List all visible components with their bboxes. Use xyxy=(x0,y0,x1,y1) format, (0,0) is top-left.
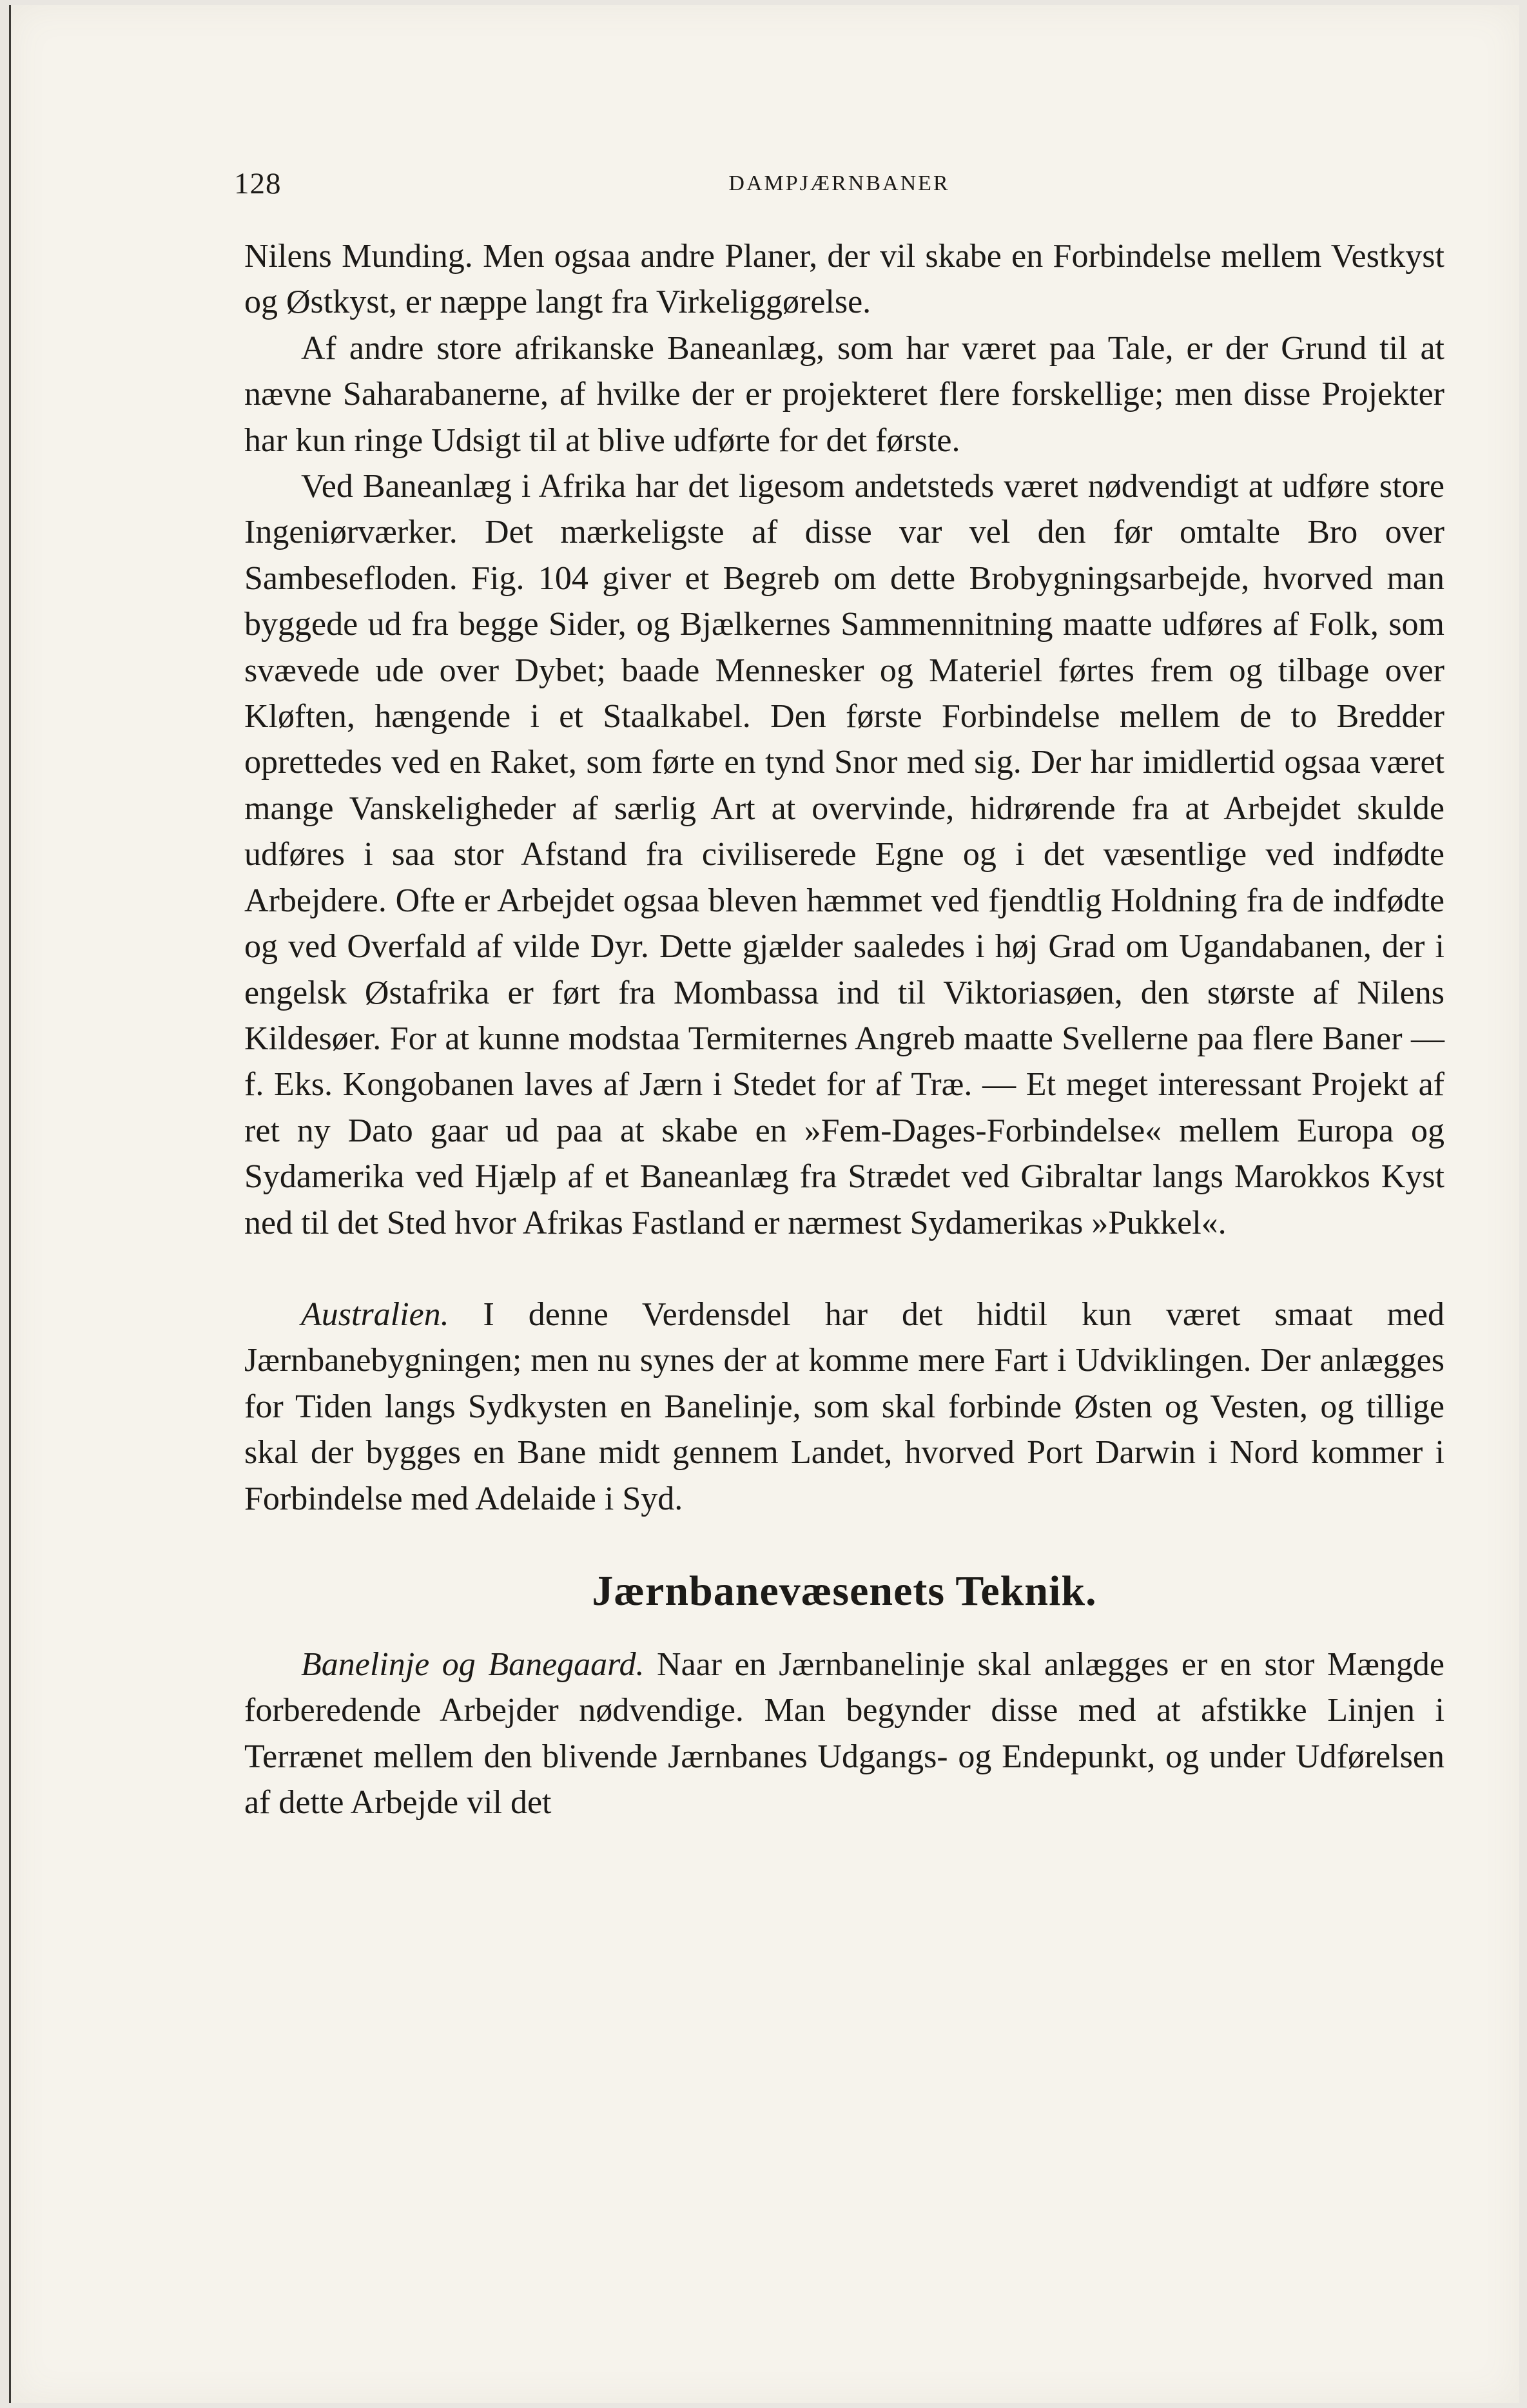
running-title: DAMPJÆRNBANER xyxy=(728,171,950,195)
section-heading: Jærnbanevæsenets Teknik. xyxy=(592,1567,1097,1615)
paragraph-australia xyxy=(244,1292,1444,1522)
australia-text: I denne Verdensdel har det hidtil kun været smaat med Jærnbanebygningen; men nu synes der at komme mere Fart i Udviklingen. Der anlægges for Tiden langs Sydkysten en Banelinje, som skal forbinde Østen og Vesten, og tillige skal der bygges en Bane midt gennem Landet, hvorved Port Darwin i Nord kommer i Forbindelse med Adelaide i Syd. xyxy=(244,1296,1444,1517)
paragraph-banelinje xyxy=(244,1642,1444,1826)
page-number: 128 xyxy=(234,167,282,200)
paragraph-continuation: Nilens Munding. Men ogsaa andre Planer, der vil skabe en Forbindelse mellem Vestkyst og Østkyst, er næppe langt fra Virkeliggørelse. xyxy=(244,238,1444,321)
book-page xyxy=(9,5,1519,2403)
paragraph-engineering: Ved Baneanlæg i Afrika har det ligesom andetsteds været nødvendigt at udføre store Ingeniørværker. Det mærkeligste af disse var vel den før omtalte Bro over Sambesefloden. Fig. 104 giver et Begreb om dette Brobygningsarbejde, hvorved man byggede ud fra begge Sider, og Bjælkernes Sammennitning maatte udføres af Folk, som svævede ude over Dybet; baade Mennesker og Materiel førtes frem og tilbage over Kløften, hængende i et Staalkabel. Den første Forbindelse mellem de to Bredder oprettedes ved en Raket, som førte en tynd Snor med sig. Der har imidlertid ogsaa været mange Vanskeligheder af særlig Art at overvinde, hidrørende fra at Arbejdet skulde udføres i saa stor Afstand fra civiliserede Egne og i det væsentlige ved indfødte Arbejdere. Ofte er Arbejdet ogsaa bleven hæmmet ved fjendtlig Holdning fra de indfødte og ved Overfald af vilde Dyr. Dette gjælder saaledes i høj Grad om Ugandabanen, der i engelsk Østafrika er ført fra Mombassa ind til Viktoriasøen, den største af Nilens Kildesøer. For at kunne modstaa Termiternes Angreb maatte Svellerne paa flere Baner — f. Eks. Kongobanen laves af Jærn i Stedet for af Træ. — Et meget interessant Projekt af ret ny Dato gaar ud paa at skabe en »Fem-Dages-Forbindelse« mellem Europa og Sydamerika ved Hjælp af et Baneanlæg fra Strædet ved Gibraltar langs Marokkos Kyst ned til det Sted hvor Afrikas Fastland er nærmest Sydamerikas »Pukkel«. xyxy=(244,468,1444,1241)
banelinje-lead: Banelinje og Banegaard. xyxy=(301,1646,645,1683)
paragraph-sahara: Af andre store afrikanske Baneanlæg, som har været paa Tale, er der Grund til at nævne Saharabanerne, af hvilke der er projekteret flere forskellige; men disse Projekter har kun ringe Udsigt til at blive udførte for det første. xyxy=(244,329,1444,459)
australia-lead: Australien. xyxy=(301,1296,449,1333)
body-text xyxy=(244,233,1444,1826)
page-header xyxy=(234,166,1444,205)
banelinje-text: Naar en Jærnbanelinje skal anlægges er en stor Mængde forberedende Arbejder nødvendige. Man begynder disse med at afstikke Linjen i Terrænet mellem den blivende Jærnbanes Udgangs- og Endepunkt, og under Udførelsen af dette Arbejde vil det xyxy=(244,1646,1444,1821)
